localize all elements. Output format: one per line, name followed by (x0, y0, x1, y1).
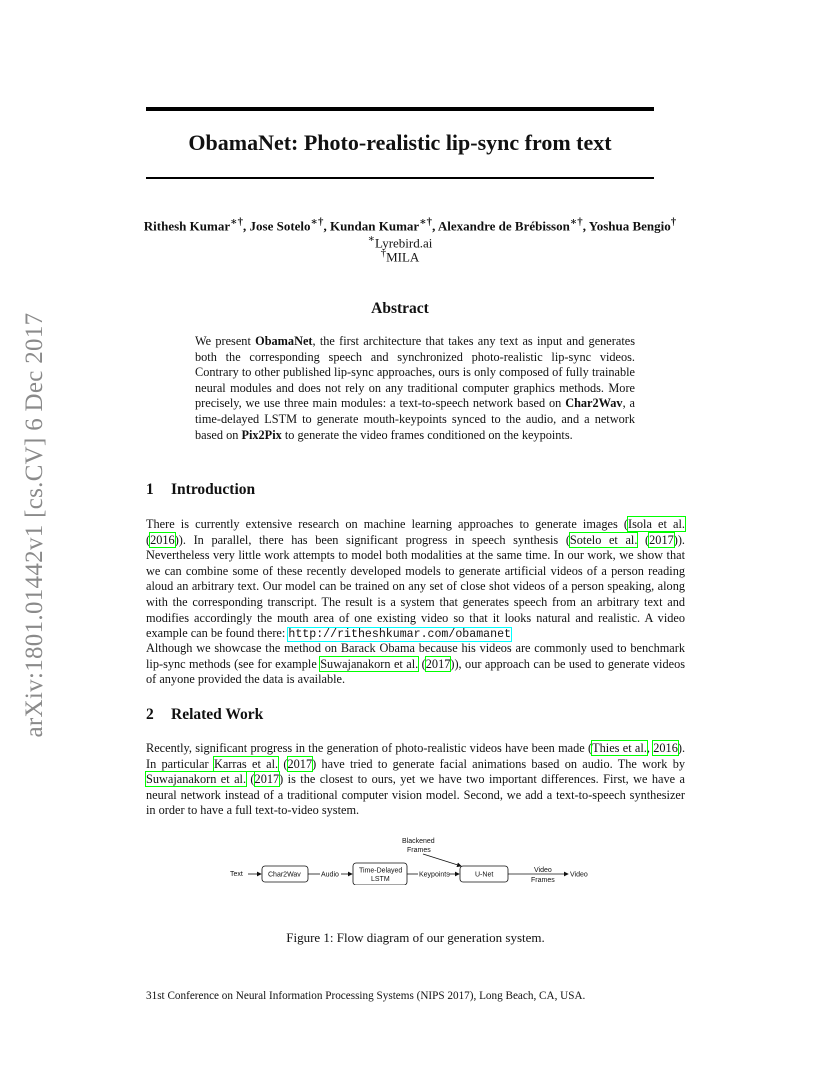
unet-label: U-Net (475, 871, 494, 879)
author-name: Kundan Kumar (329, 218, 420, 234)
diagram-label-video-frames-1: Video (534, 867, 552, 874)
citation-link[interactable]: 2017 (649, 532, 674, 547)
lstm-label-line-2: LSTM (371, 876, 390, 883)
citation-link[interactable]: 2016 (653, 741, 678, 755)
author-marks: ∗† (569, 216, 583, 228)
citation-link[interactable]: 2016 (150, 532, 175, 547)
diagram-label-text: Text (230, 871, 243, 878)
related-work-paragraph: Recently, significant progress in the generation of photo-realistic videos have been made (Thies et al., 2016). In particular Karras et al. (2017) have tried to generate facial animations based on audio. The work by Suwajanakorn et al. (2017) is the closest to ours, yet we have two important differences. First, we have a neural network instead of a traditional computer vision model. Second, we add a text-to-speech synthesizer in order to have a full text-to-video system. (146, 741, 686, 818)
citation-link[interactable]: Karras et al. (213, 756, 279, 771)
author-list: Rithesh Kumar∗†, Jose Sotelo∗†, Kundan Kumar∗†, Alexandre de Brébisson∗†, Yoshua Bengio† (143, 216, 677, 234)
char2wav-label: Char2Wav (268, 871, 301, 879)
author-marks: ∗† (310, 216, 324, 228)
intro-paragraph-1: There is currently extensive research on machine learning approaches to generate images (Isola et al. (2016)). In parallel, there has been significant progress in speech synthesis (Sotelo et al. (2017)). Nevertheless very little work attempts to model both modalities at the same time. In our work, we show that we can combine some of these recently developed models to generate artificial videos of a person reading aloud an arbitrary text. Our model can be trained on any set of close shot videos of a person speaking, along with the corresponding transcript. The result is a system that generates speech from an arbitrary text and modifies accordingly the mouth area of one existing video so that it looks natural and realistic. A video example can be found there: http://ritheshkumar.com/obamanet (146, 517, 686, 642)
section-heading-related-work: 2 Related Work (146, 706, 264, 723)
author-name: Alexandre de Brébisson (437, 218, 570, 234)
citation-link[interactable]: Suwajanakorn et al. (146, 772, 247, 787)
title-bottom-rule (146, 177, 654, 179)
diagram-arrow (423, 854, 461, 866)
affiliation-mila: †MILA (380, 247, 420, 265)
citation-link[interactable]: Thies et al. (592, 741, 647, 755)
author-name: Rithesh Kumar (143, 218, 231, 234)
intro-paragraph-2: Although we showcase the method on Barack Obama because his videos are commonly used to benchmark lip-sync methods (see for example Suwajanakorn et al. (2017)), our approach can be used to generate videos of anyone provided the data is available. (146, 641, 685, 687)
lstm-label-line-1: Time-Delayed (359, 867, 403, 875)
abstract-text: We present ObamaNet, the first architecture that takes any text as input and generates both the corresponding speech and synchronized photo-realistic lip-sync videos. Contrary to other published lip-sync approaches, ours is only composed of fully trainable neural modules and does not rely on any traditional computer graphics methods. More precisely, we use three main modules: a text-to-speech network based on Char2Wav, a time-delayed LSTM to generate mouth-keypoints synced to the audio, and a network based on Pix2Pix to generate the video frames conditioned on the keypoints. (195, 334, 636, 442)
citation-link[interactable]: Sotelo et al. (569, 532, 638, 547)
abstract-heading: Abstract (371, 300, 429, 317)
author-marks: ∗† (419, 216, 433, 228)
author-name: Jose Sotelo (249, 218, 311, 234)
paper-title: ObamaNet: Photo-realistic lip-sync from text (188, 130, 612, 155)
author-name: Yoshua Bengio (588, 218, 671, 234)
diagram-label-audio: Audio (321, 871, 339, 879)
citation-link[interactable]: Isola et al. (628, 517, 686, 531)
title-top-rule (146, 107, 654, 111)
diagram-label-keypoints: Keypoints (419, 871, 450, 879)
section-heading-introduction: 1 Introduction (146, 481, 256, 498)
figure-caption: Figure 1: Flow diagram of our generation system. (286, 930, 545, 945)
citation-link[interactable]: Suwajanakorn et al. (320, 656, 419, 671)
flow-diagram-figure (225, 833, 605, 885)
citation-link[interactable]: 2017 (425, 656, 451, 671)
diagram-label-video-out: Video (570, 871, 588, 879)
citation-link[interactable]: 2017 (254, 772, 280, 787)
citation-link[interactable]: 2017 (287, 756, 313, 771)
arxiv-stamp: arXiv:1801.01442v1 [cs.CV] 6 Dec 2017 (21, 312, 48, 738)
conference-footnote: 31st Conference on Neural Information Processing Systems (NIPS 2017), Long Beach, CA, USA. (146, 990, 586, 1002)
diagram-label-blackened-2: Frames (407, 847, 431, 854)
author-marks: ∗† (230, 216, 244, 228)
author-marks: † (670, 216, 677, 228)
diagram-label-blackened-1: Blackened (402, 838, 435, 845)
video-example-url[interactable]: http://ritheshkumar.com/obamanet (288, 628, 512, 642)
affiliation-lyrebird: ∗Lyrebird.ai (367, 233, 433, 251)
diagram-label-video-frames-2: Frames (531, 877, 555, 884)
